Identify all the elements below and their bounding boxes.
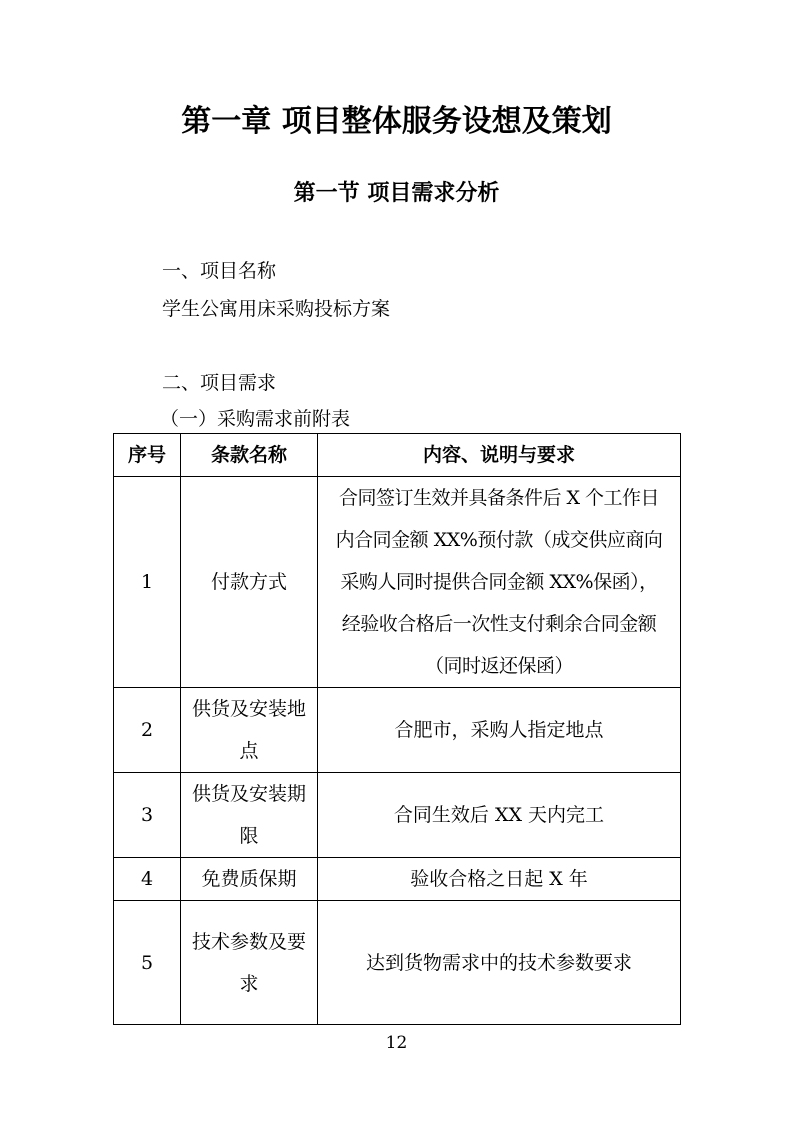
content-line: 内合同金额 XX%预付款（成交供应商向 xyxy=(335,529,663,551)
table-caption: （一）采购需求前附表 xyxy=(160,408,351,430)
header-no: 序号 xyxy=(114,434,181,477)
row-name: 免费质保期 xyxy=(181,858,318,901)
row-name: 付款方式 xyxy=(181,477,318,688)
table-row xyxy=(114,858,681,901)
table-row xyxy=(114,477,681,688)
header-name: 条款名称 xyxy=(181,434,318,477)
row-name: 供货及安装期限 xyxy=(181,773,318,858)
requirements-table xyxy=(113,433,681,1025)
table-row xyxy=(114,688,681,773)
table-header-row xyxy=(114,434,681,477)
section-title: 第一节 项目需求分析 xyxy=(293,181,500,206)
content-line: 合同签订生效并具备条件后 X 个工作日 xyxy=(338,487,660,509)
row-no: 3 xyxy=(114,773,181,858)
row-no: 1 xyxy=(114,477,181,688)
row-content: 合同生效后 XX 天内完工 xyxy=(318,773,681,858)
row-no: 2 xyxy=(114,688,181,773)
row-no: 5 xyxy=(114,901,181,1025)
content-line: （同时返还保函） xyxy=(424,655,573,677)
row-no: 4 xyxy=(114,858,181,901)
table-row xyxy=(114,901,681,1025)
content-line: 经验收合格后一次性支付剩余合同金额 xyxy=(341,613,657,635)
row-content: 达到货物需求中的技术参数要求 xyxy=(318,901,681,1025)
row-content: 合肥市，采购人指定地点 xyxy=(318,688,681,773)
row-name: 供货及安装地点 xyxy=(181,688,318,773)
content-line: 采购人同时提供合同金额 XX%保函）， xyxy=(340,571,658,593)
item2-heading: 二、项目需求 xyxy=(162,372,277,394)
row-content xyxy=(318,477,681,688)
header-content: 内容、说明与要求 xyxy=(318,434,681,477)
row-content: 验收合格之日起 X 年 xyxy=(318,858,681,901)
project-name: 学生公寓用床采购投标方案 xyxy=(162,298,391,320)
page-number: 12 xyxy=(385,1033,408,1053)
item1-heading: 一、项目名称 xyxy=(162,260,277,282)
chapter-title: 第一章 项目整体服务设想及策划 xyxy=(181,104,612,139)
row-name: 技术参数及要求 xyxy=(181,901,318,1025)
table-row xyxy=(114,773,681,858)
